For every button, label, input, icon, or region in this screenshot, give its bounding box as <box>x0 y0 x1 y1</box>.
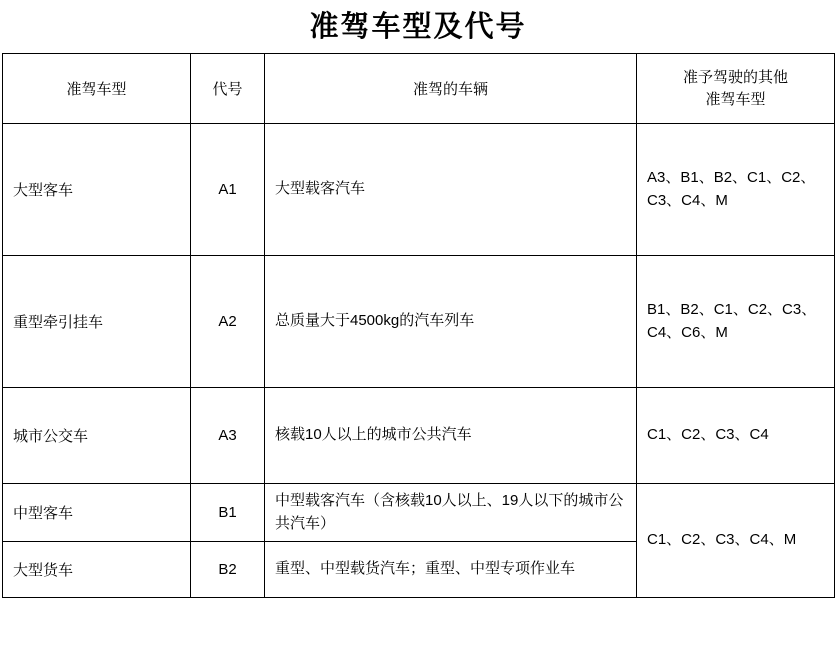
page-title: 准驾车型及代号 <box>309 11 527 43</box>
table-row <box>3 124 835 256</box>
cell-type: 城市公交车 <box>3 388 191 484</box>
cell-other: B1、B2、C1、C2、C3、C4、C6、M <box>637 256 835 388</box>
table-body <box>3 124 835 598</box>
table-row <box>3 388 835 484</box>
cell-type: 大型货车 <box>3 542 191 598</box>
column-header-other <box>637 54 835 124</box>
column-header-type: 准驾车型 <box>3 54 191 124</box>
table-header-row <box>3 54 835 124</box>
column-header-code: 代号 <box>191 54 265 124</box>
cell-type: 中型客车 <box>3 484 191 542</box>
column-header-other-line1: 准予驾驶的其他 <box>682 68 788 86</box>
cell-vehicle: 总质量大于4500kg的汽车列车 <box>265 256 637 388</box>
cell-type: 大型客车 <box>3 124 191 256</box>
cell-other: C1、C2、C3、C4 <box>637 388 835 484</box>
document-page <box>0 4 836 661</box>
table-row <box>3 256 835 388</box>
cell-vehicle: 大型载客汽车 <box>265 124 637 256</box>
cell-type: 重型牵引挂车 <box>3 256 191 388</box>
license-type-table <box>2 53 835 598</box>
cell-other: A3、B1、B2、C1、C2、C3、C4、M <box>637 124 835 256</box>
cell-code: A1 <box>191 124 265 256</box>
column-header-other-line2: 准驾车型 <box>705 90 766 108</box>
table-row <box>3 484 835 542</box>
cell-other: C1、C2、C3、C4、M <box>637 484 835 598</box>
cell-vehicle: 核载10人以上的城市公共汽车 <box>265 388 637 484</box>
cell-vehicle: 中型载客汽车（含核载10人以上、19人以下的城市公共汽车） <box>265 484 637 542</box>
cell-code: A2 <box>191 256 265 388</box>
cell-vehicle: 重型、中型载货汽车；重型、中型专项作业车 <box>265 542 637 598</box>
cell-code: B1 <box>191 484 265 542</box>
cell-code: B2 <box>191 542 265 598</box>
cell-code: A3 <box>191 388 265 484</box>
table-header <box>3 54 835 124</box>
column-header-vehicle: 准驾的车辆 <box>265 54 637 124</box>
